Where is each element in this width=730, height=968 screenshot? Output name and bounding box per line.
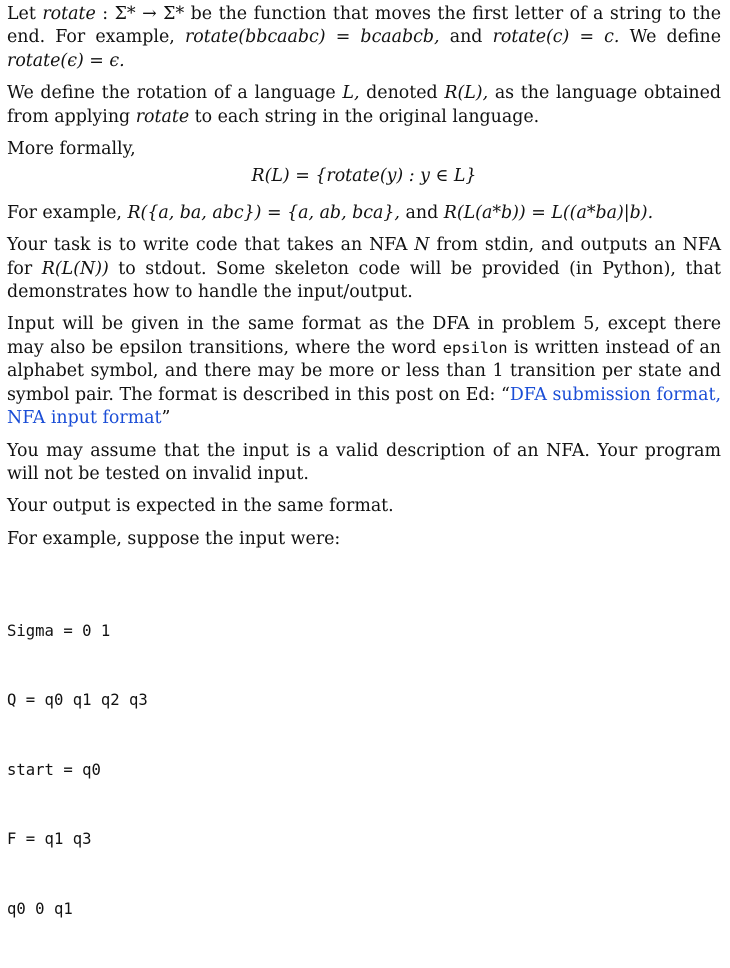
math-N: N bbox=[414, 235, 430, 256]
text: You may assume that the input is a valid description of an NFA. Your program will not be tested on invalid input. bbox=[7, 440, 721, 484]
paragraph-task bbox=[7, 234, 721, 304]
math-example-2: rotate(c) = c. bbox=[492, 27, 620, 48]
math-L: L, bbox=[342, 83, 360, 104]
code-line: start = q0 bbox=[7, 760, 101, 779]
paragraph-formally bbox=[7, 138, 721, 161]
paragraph-example bbox=[7, 202, 721, 225]
paragraph-output bbox=[7, 495, 721, 518]
code-line: q0 0 q1 bbox=[7, 899, 73, 918]
code-line: Sigma = 0 1 bbox=[7, 621, 111, 640]
paragraph-input-format bbox=[7, 313, 721, 430]
math-rotate: rotate bbox=[135, 106, 190, 127]
text: is written instead of an alphabet symbol, and there may be more or less than 1 transition per state and symbol pair. The format is described in this post on Ed: “ bbox=[7, 337, 722, 405]
math-example-3: rotate(ϵ) = ϵ. bbox=[7, 50, 125, 71]
ed-post-link[interactable]: DFA submission format, NFA input format bbox=[7, 384, 721, 429]
paragraph-rotation-language bbox=[7, 82, 721, 129]
text: We define bbox=[629, 27, 722, 48]
text: and bbox=[449, 27, 483, 48]
text: as the language obtained from applying bbox=[7, 83, 722, 127]
text: We define the rotation of a language bbox=[7, 83, 336, 104]
text: Your output is expected in the same format. bbox=[7, 496, 394, 517]
paragraph-rotate-definition bbox=[7, 3, 721, 73]
text: More formally, bbox=[7, 139, 136, 160]
nfa-input-example bbox=[7, 573, 721, 967]
text: Let bbox=[7, 4, 36, 24]
code-epsilon: epsilon bbox=[442, 338, 508, 357]
math-signature: : Σ* → Σ* bbox=[95, 4, 191, 24]
paragraph-assumption bbox=[7, 440, 721, 487]
text: be the function that moves the first letter of a string to the end. For example, bbox=[7, 4, 721, 48]
math-example-1: rotate(bbcaabc) = bcaabcb, bbox=[184, 27, 440, 48]
math-rotate: rotate bbox=[42, 4, 96, 24]
text: to each string in the original language. bbox=[194, 106, 540, 127]
text: For example, bbox=[7, 202, 122, 223]
text: and bbox=[405, 202, 439, 223]
assignment-document bbox=[7, 3, 721, 968]
code-line: Q = q0 q1 q2 q3 bbox=[7, 691, 148, 710]
math-example-2: R(L(a*b)) = L((a*ba)|b). bbox=[443, 202, 654, 223]
display-formula: R(L) = {rotate(y) : y ∈ L} bbox=[251, 166, 477, 187]
text: For example, suppose the input were: bbox=[7, 528, 341, 549]
code-line: F = q1 q3 bbox=[7, 830, 92, 849]
text: to stdout. Some skeleton code will be provided (in Python), that demonstrates how to handle the input/output. bbox=[7, 258, 721, 303]
text: ” bbox=[161, 408, 171, 429]
math-example-1: R({a, ba, abc}) = {a, ab, bca}, bbox=[127, 202, 400, 223]
text: Input will be given in the same format as the DFA in problem 5, except there may also be epsilon transitions, where the word bbox=[7, 314, 721, 358]
math-RL: R(L), bbox=[444, 83, 489, 104]
math-RLN: R(L(N)) bbox=[41, 258, 109, 279]
paragraph-example-intro bbox=[7, 528, 721, 551]
text: from stdin, and outputs an NFA for bbox=[7, 235, 722, 279]
text: Your task is to write code that takes an NFA bbox=[7, 235, 408, 256]
text: denoted bbox=[366, 83, 438, 104]
